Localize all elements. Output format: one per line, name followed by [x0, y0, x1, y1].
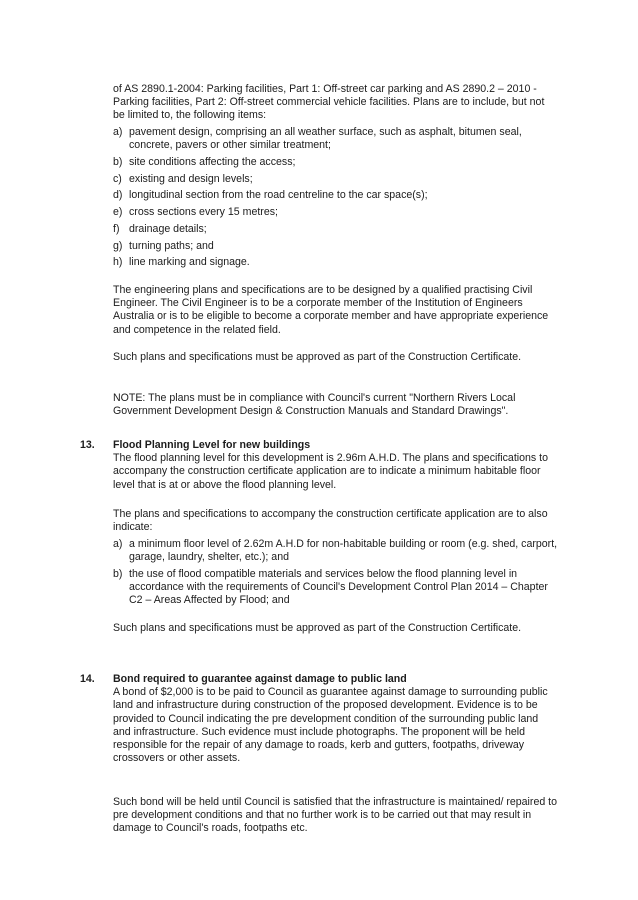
list-item [113, 156, 558, 169]
list-marker: a) [113, 126, 123, 139]
intro-paragraph: of AS 2890.1-2004: Parking facilities, Part 1: Off-street car parking and AS 2890.2 – 2010 - Parking facilities, Part 2: Off-street commercial vehicle facilities. Plans are to include, but not be limited to, the following items: [113, 83, 545, 122]
list-marker: g) [113, 239, 123, 252]
list-marker: b) [113, 567, 123, 580]
list-item [113, 256, 558, 269]
section-13-paragraph-1: The flood planning level for this development is 2.96m A.H.D. The plans and specifications to accompany the construction certificate application are to indicate a minimum habitable floor level that is at or above the flood planning level. [113, 452, 548, 491]
list-text: a minimum floor level of 2.62m A.H.D for non-habitable building or room (e.g. shed, carport, garage, laundry, shelter, etc.); and [129, 537, 558, 564]
list-text: drainage details; [129, 222, 207, 235]
section-14-paragraph-2: Such bond will be held until Council is satisfied that the infrastructure is maintained/ repaired to pre development conditions and that no further work is to be carried out that may result in damage to Council's roads, footpaths etc. [113, 796, 558, 835]
list-item [113, 240, 558, 253]
list-item [113, 189, 558, 202]
list-marker: f) [113, 222, 120, 235]
list-text: existing and design levels; [129, 172, 253, 185]
list-marker: e) [113, 206, 123, 219]
section-14 [113, 673, 558, 765]
section-13 [113, 439, 558, 492]
list-marker: h) [113, 256, 123, 269]
list-item [113, 126, 558, 152]
list-marker: c) [113, 172, 122, 185]
list-text: longitudinal section from the road centreline to the car space(s); [129, 189, 428, 202]
section-13-number: 13. [80, 439, 95, 451]
section-14-paragraph-1: A bond of $2,000 is to be paid to Council as guarantee against damage to surrounding public land and infrastructure during construction of the proposed development. Evidence is to be provided to Council indicating the pre development condition of the surrounding public land and infrastructure. Such evidence must include photographs. The proponent will be held responsible for the repair of any damage to roads, kerb and gutters, footpaths, driveway crossovers or other assets. [113, 686, 548, 765]
list-text: site conditions affecting the access; [129, 156, 296, 169]
list-item [113, 568, 558, 608]
list-text: cross sections every 15 metres; [129, 206, 278, 219]
section-13-title: Flood Planning Level for new buildings [113, 439, 311, 451]
list-item [113, 173, 558, 186]
list-text: the use of flood compatible materials and services below the flood planning level in accordance with the requirements of Council's Development Control Plan 2014 – Chapter C2 – Areas Affected by Flood; and [129, 567, 548, 607]
section-13-approval-block [113, 622, 558, 635]
list-marker: a) [113, 537, 123, 550]
section-14-title: Bond required to guarantee against damage to public land [113, 673, 407, 685]
list-item [113, 223, 558, 236]
list-text: line marking and signage. [129, 256, 250, 269]
note-block [113, 392, 558, 418]
section-14-number: 14. [80, 673, 95, 685]
section-13-list-block [113, 508, 558, 607]
list-marker: b) [113, 156, 123, 169]
approval-paragraph: Such plans and specifications must be approved as part of the Construction Certificate. [113, 351, 522, 363]
list-item [113, 206, 558, 219]
list-marker: d) [113, 189, 123, 202]
intro-section [113, 83, 558, 269]
list-item [113, 538, 558, 564]
section-13-paragraph-3: Such plans and specifications must be approved as part of the Construction Certificate. [113, 622, 522, 634]
engineer-paragraph: The engineering plans and specifications are to be designed by a qualified practising Civil Engineer. The Civil Engineer is to be a corporate member of the Institution of Engineers Australia or is to be eligible to become a corporate member and have appropriate experience and competence in the related field. [113, 284, 549, 336]
section-13-paragraph-2: The plans and specifications to accompany the construction certificate application are to also indicate: [113, 508, 548, 534]
list-text: turning paths; and [129, 239, 214, 252]
section-14-bond-block [113, 796, 558, 836]
approval-paragraph-block [113, 351, 558, 364]
list-text: pavement design, comprising an all weather surface, such as asphalt, bitumen seal, concrete, pavers or other similar treatment; [129, 126, 522, 152]
note-paragraph: NOTE: The plans must be in compliance with Council's current "Northern Rivers Local Government Development Design & Construction Manuals and Standard Drawings". [113, 392, 516, 418]
engineer-paragraph-block [113, 284, 558, 337]
